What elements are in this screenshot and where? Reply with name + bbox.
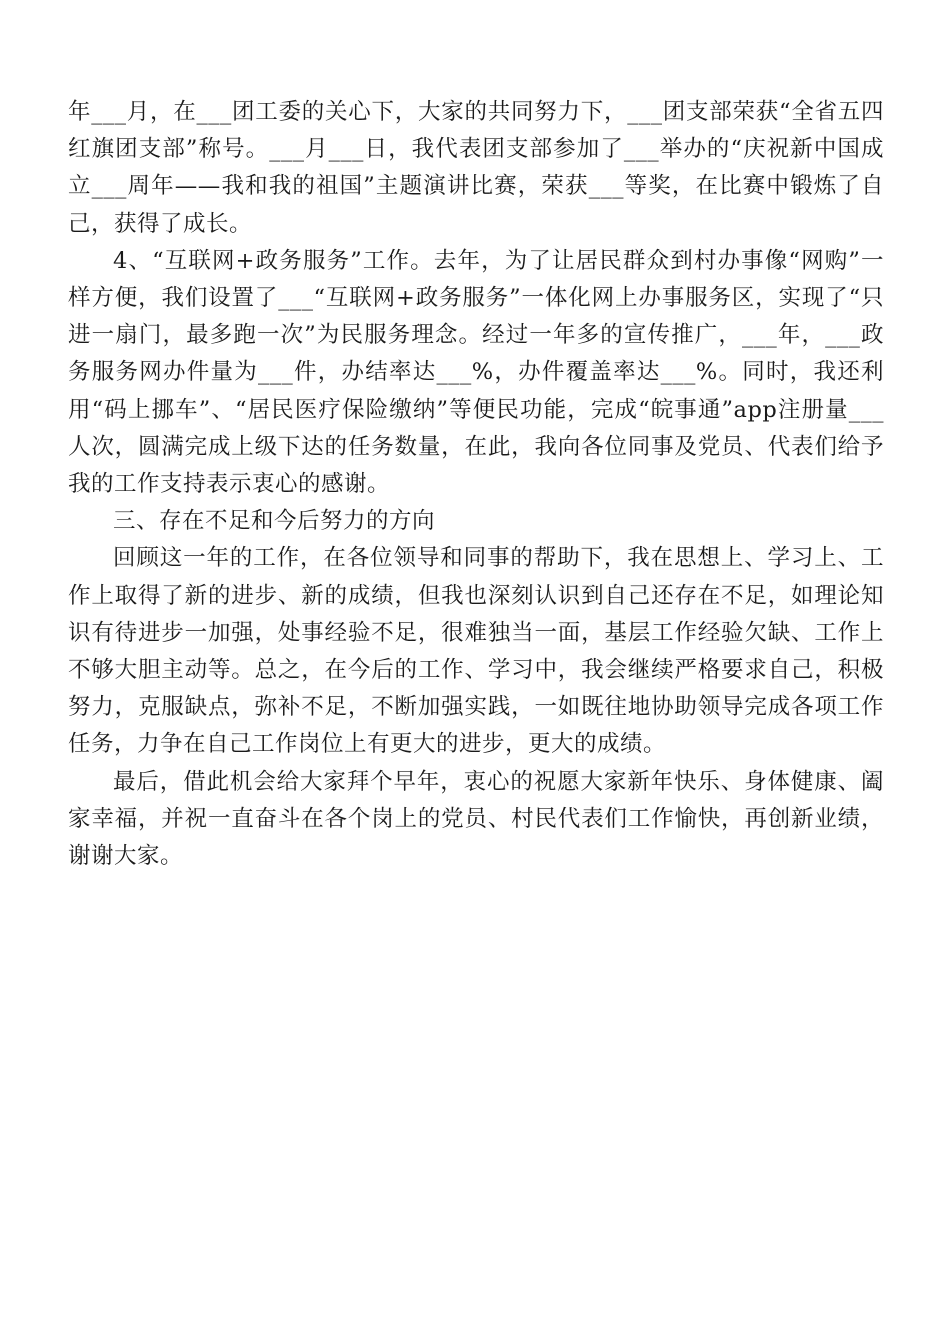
paragraph-review-shortcomings: 回顾这一年的工作，在各位领导和同事的帮助下，我在思想上、学习上、工作上取得了新的进步、新的成绩，但我也深刻认识到自己还存在不足，如理论知识有待进步一加强，处事经验不足，很难独当一面，基层工作经验欠缺、工作上不够大胆主动等。总之，在今后的工作、学习中，我会继续严格要求自己，积极努力，克服缺点，弥补不足，不断加强实践，一如既往地协助领导完成各项工作任务，力争在自己工作岗位上有更大的进步，更大的成绩。 (68, 545, 884, 758)
paragraph-closing-wishes: 最后，借此机会给大家拜个早年，衷心的祝愿大家新年快乐、身体健康、阖家幸福，并祝一直奋斗在各个岗上的党员、村民代表们工作愉快，再创新业绩，谢谢大家。 (68, 768, 884, 870)
paragraph-internet-government-services: 4、“互联网+政务服务”工作。去年，为了让居民群众到村办事像“网购”一样方便，我们设置了___“互联网+政务服务”一体化网上办事服务区，实现了“只进一扇门，最多跑一次”为民服务理念。经过一年多的宣传推广，___年，___政务服务网办件量为___件，办结率达___%，办件覆盖率达___%。同时，我还利用“码上挪车”、“居民医疗保险缴纳”等便民功能，完成“皖事通”app注册量___人次，圆满完成上级下达的任务数量，在此，我向各位同事及党员、代表们给予我的工作支持表示衷心的感谢。 (68, 247, 884, 498)
paragraph-league-honors: 年___月，在___团工委的关心下，大家的共同努力下，___团支部荣获“全省五四红旗团支部”称号。___月___日，我代表团支部参加了___举办的“庆祝新中国成立___周年——我和我的祖国”主题演讲比赛，荣获___等奖，在比赛中锻炼了自己，获得了成长。 (68, 99, 884, 237)
document-body (68, 94, 884, 875)
section-heading-shortcomings: 三、存在不足和今后努力的方向 (113, 508, 436, 535)
